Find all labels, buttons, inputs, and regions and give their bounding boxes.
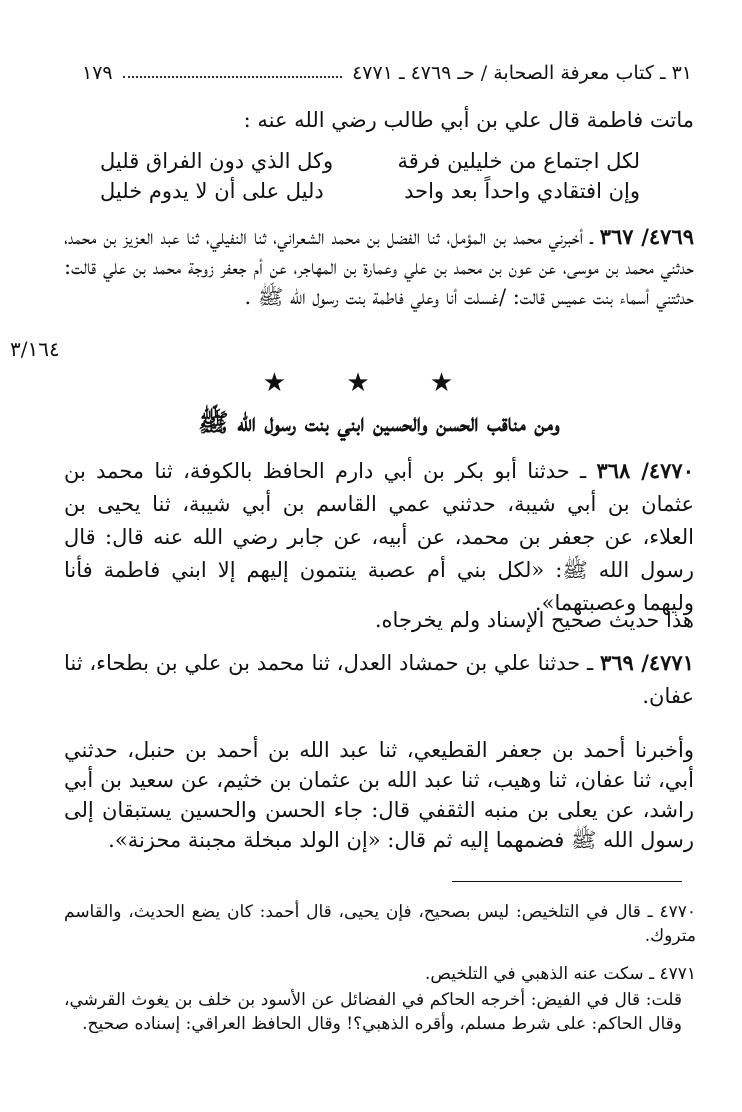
hadith-text: ـ حدثنا علي بن حمشاد العدل، ثنا محمد بن علي بن بطحاء، ثنا عفان. [64,651,694,708]
hadith-number: ٤٧٦٩/ ٣٦٧ [599,224,695,249]
poem [100,146,640,206]
footnote-separator [452,881,682,882]
poem-second-hemistich: وكل الذي دون الفراق قليل [100,149,334,173]
footnote-4771-comment: قلت: قال في الفيض: أخرجه الحاكم في الفضائل عن الأسود بن خلف بن يغوث القرشي، وقال الحاكم: على شرط مسلم، وأقره الذهبي؟! وقال الحافظ العراقي: إسناده صحيح. [64,990,682,1034]
hadith-4771-second-chain: وأخبرنا أحمد بن جعفر القطيعي، ثنا عبد الله بن أحمد بن حنبل، حدثني أبي، ثنا عفان، ثنا وهيب، ثنا عبد الله بن عثمان بن خثيم، عن سعيد بن أبي راشد، عن يعلى بن منبه الثقفي قال: جاء الحسن والحسين يستبقان إلى رسول الله ﷺ فضمهما إليه ثم قال: «إن الولد مبخلة مجبنة محزنة». [64,738,694,852]
hadith-text: ـ أخبرني محمد بن المؤمل، ثنا الفضل بن محمد الشعراني، ثنا النفيلي، ثنا عبد العزيز بن محمد، حدثني محمد بن موسى، عن عون بن محمد بن علي وعمارة بن المهاجر، عن أم جعفر زوجة محمد بن علي قالت: حدثتني أسماء بنت عميس قالت: /غسلت أنا وعلي فاطمة بنت رسول الله ﷺ . [64,225,694,309]
hadith-4771 [64,646,694,713]
poem-verse [100,176,640,206]
hadith-text: ـ حدثنا أبو بكر بن أبي دارم الحافظ بالكوفة، ثنا محمد بن عثمان بن أبي شيبة، حدثني عمي القاسم بن أبي شيبة، ثنا يحيى بن العلاء، عن جعفر بن محمد، عن أبيه، عن جابر رضي الله عنه قال: قال رسول الله ﷺ: «لكل بني أم عصبة ينتمون إليهم إلا ابني فاطمة فأنا وليهما وعصبتهما». [64,459,694,615]
grade-note: هذا حديث صحيح الإسناد ولم يخرجاه. [374,608,694,632]
section-title: ومن مناقب الحسن والحسين ابني بنت رسول الله ﷺ [198,408,560,437]
page-header [82,58,692,88]
header-dot-leader [123,76,342,78]
poem-second-hemistich: دليل على أن لا يدوم خليل [100,179,324,203]
poem-verse [100,146,640,176]
footnote-4770: ٤٧٧٠ ـ قال في التلخيص: ليس بصحيح، فإن يحيى، قال أحمد: كان يضع الحديث، والقاسم متروك. [64,902,696,946]
running-title: ٣١ ـ كتاب معرفة الصحابة / حـ ٤٧٦٩ ـ ٤٧٧١ [352,62,692,84]
poem-first-hemistich: لكل اجتماع من خليلين فرقة [397,149,640,173]
footnote-4771: ٤٧٧١ ـ سكت عنه الذهبي في التلخيص. [424,964,696,984]
intro-line: ماتت فاطمة قال علي بن أبي طالب رضي الله عنه : [243,108,694,132]
hadith-number: ٤٧٧١/ ٣٦٩ [599,650,694,675]
page-number: ١٧٩ [82,62,113,84]
hadith-4769 [64,222,694,312]
margin-volume-page-note: ٣/١٦٤ [10,337,60,361]
section-divider-stars: ★ ★ ★ [262,368,480,398]
hadith-4770 [64,454,694,620]
poem-first-hemistich: وإن افتقادي واحداً بعد واحد [404,179,640,203]
hadith-number: ٤٧٧٠/ ٣٦٨ [596,458,694,483]
